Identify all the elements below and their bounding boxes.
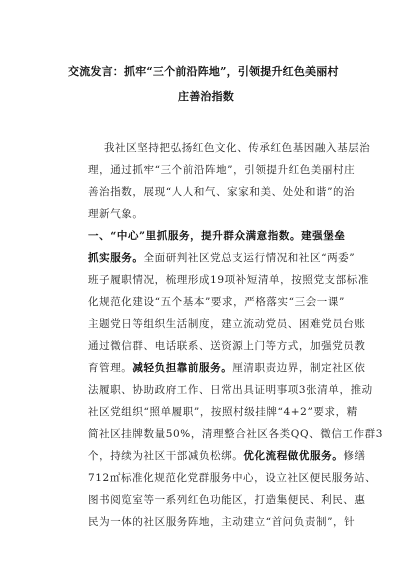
body-line (88, 515, 356, 529)
body-line (88, 427, 384, 441)
body-line (88, 251, 356, 265)
text-run: 修缮 (343, 450, 366, 462)
text-run: 全面研判社区党总支运行情况和社区“两委” (143, 252, 356, 264)
text-run: 通过微信群、电话联系、送资源上门等方式，加强党员教 (88, 340, 366, 352)
text-run: 简社区挂牌数量50%，清理整合社区各类QQ、微信工作群3 (88, 428, 384, 440)
text-run: 化规范化建设“五个基本”要求，严格落实“三会一课” (88, 296, 345, 308)
body-line (104, 141, 371, 155)
body-line (88, 383, 373, 397)
body-line (88, 295, 348, 309)
text-run: 班子履职情况，梳理形成19项补短清单，按照党支部标准 (88, 274, 369, 286)
text-run: 社区党组织“照单履职”，按照村级挂牌“4+2”要求，精 (88, 406, 358, 418)
body-line (88, 229, 348, 243)
body-line (88, 185, 356, 199)
text-run: 厘清职责边界，制定社区依 (232, 362, 366, 374)
document-title-line-1: 交流发言：抓牢“三个前沿阵地”，引领提升红色美丽村 (68, 65, 339, 78)
body-line (88, 493, 366, 507)
text-run: 理新气象。 (88, 208, 144, 220)
text-run: 主题党日等组织生活制度，建立流动党员、困难党员台账 (88, 318, 366, 330)
body-line (88, 405, 358, 419)
body-line (88, 317, 366, 331)
body-line (88, 163, 356, 177)
bold-text-run: 优化流程做优服务。 (243, 450, 344, 462)
text-run: 法履职、协助政府工作、日常出具证明事项3张清单，推动 (88, 384, 373, 396)
document-title-line-2: 庄善治指数 (178, 90, 234, 103)
text-run: 712㎡标准化规范化党群服务中心，设立社区便民服务站、 (88, 472, 377, 484)
bold-text-run: 一、“中心”里抓服务，提升群众满意指数。 (88, 230, 302, 242)
text-run: 育管理。 (88, 362, 133, 374)
body-line (88, 361, 366, 375)
text-run: 善治指数，展现“人人和气、家家和美、处处和谐”的治 (88, 186, 356, 198)
text-run: 图书阅览室等一系列红色功能区，打造集便民、利民、惠 (88, 494, 366, 506)
text-run: 我社区坚持把弘扬红色文化、传承红色基因融入基层治 (104, 142, 371, 154)
text-run: 民为一体的社区服务阵地，主动建立“首问负责制”，针 (88, 516, 356, 528)
bold-text-run: 减轻负担靠前服务。 (132, 362, 233, 374)
bold-text-run: 抓实服务。 (88, 252, 144, 264)
body-line (88, 273, 369, 287)
text-run: 个，持续为社区干部减负松绑。 (88, 450, 244, 462)
body-line (88, 449, 366, 463)
text-run: 理，通过抓牢“三个前沿阵地”，引领提升红色美丽村庄 (88, 164, 356, 176)
body-line (88, 471, 377, 485)
body-line (88, 339, 366, 353)
bold-text-run: 建强堡垒 (301, 230, 346, 242)
body-line (88, 207, 348, 221)
